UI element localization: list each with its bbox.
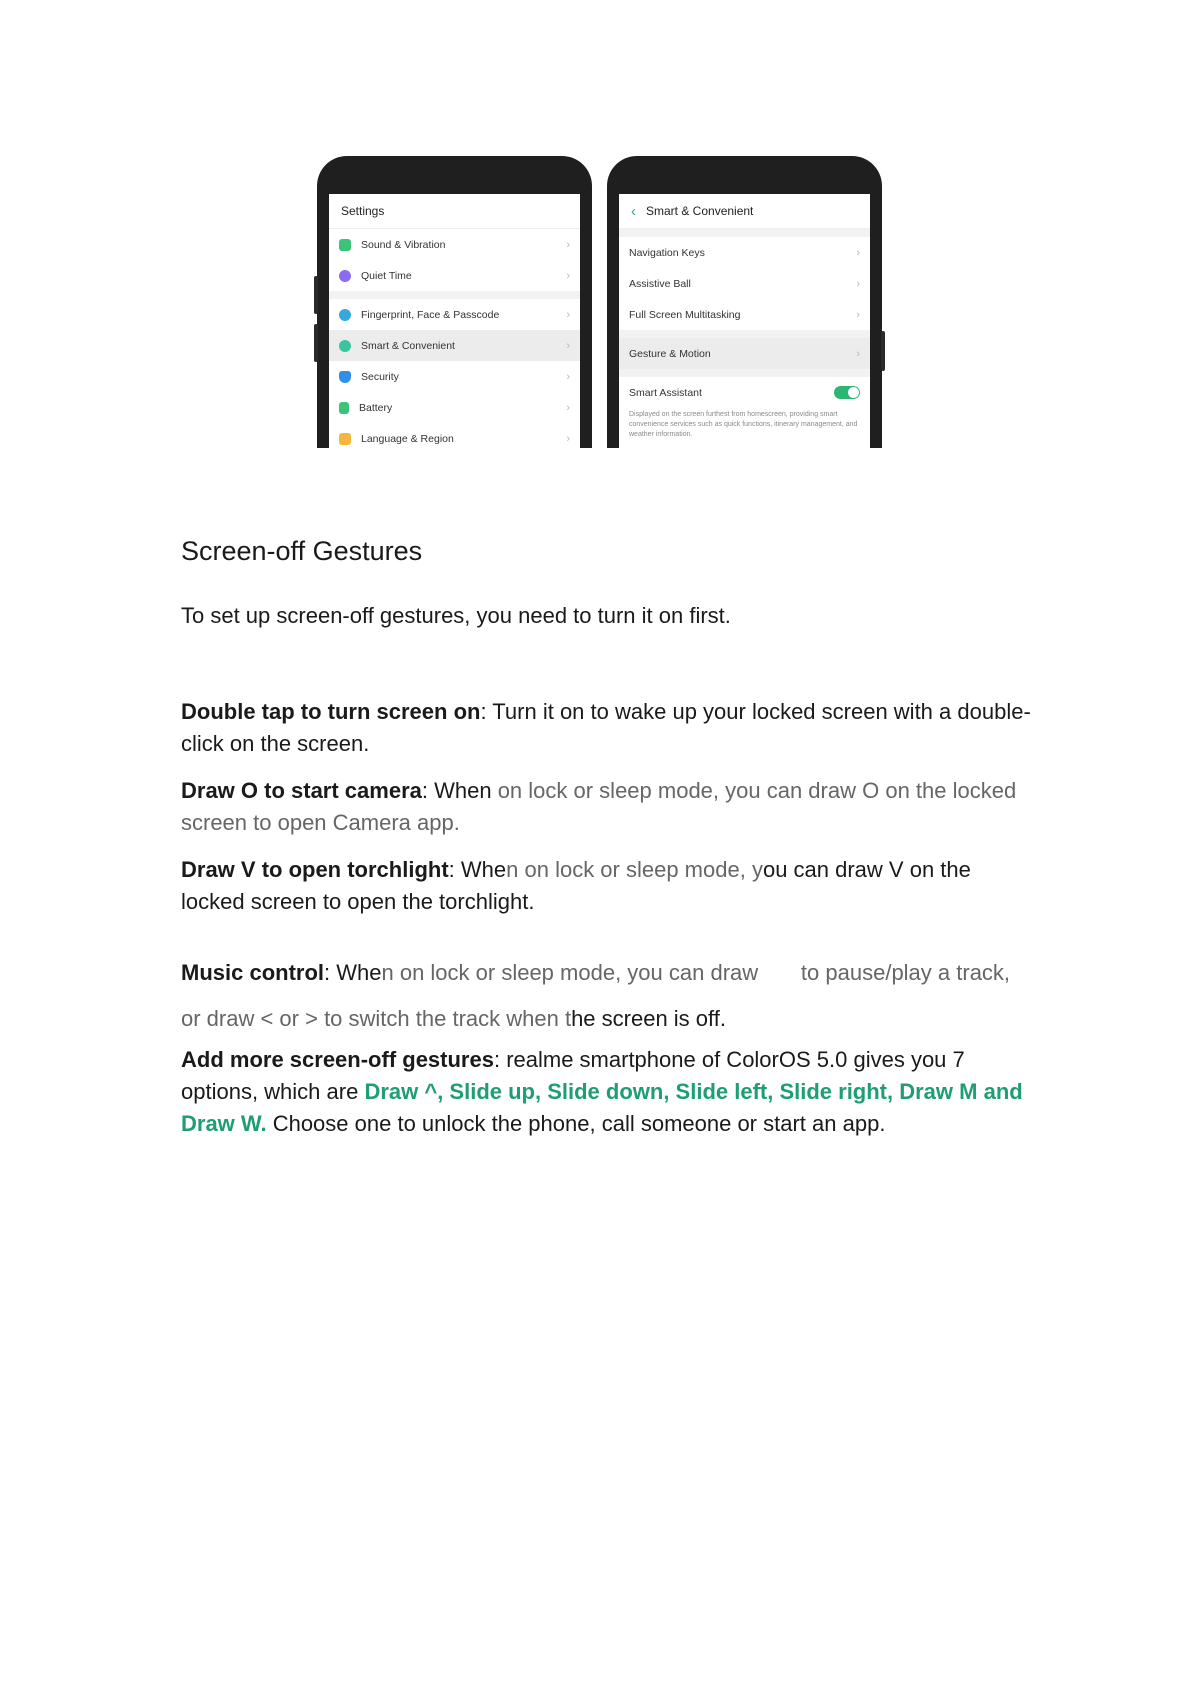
language-icon [339,433,351,445]
draw-o-text-a: : When [421,778,498,803]
add-gestures-paragraph [181,1044,1031,1140]
double-tap-title: Double tap to turn screen on [181,699,481,724]
chevron-right-icon: › [566,238,570,251]
chevron-right-icon: › [566,401,570,414]
settings-item-quiet-time[interactable]: Quiet Time › [329,260,580,291]
music-text-c: or draw < or > to switch the track when t [181,1006,572,1031]
section-heading: Screen-off Gestures [181,536,423,566]
chevron-right-icon: › [856,246,860,259]
settings-item-sound[interactable]: Sound & Vibration › [329,229,580,260]
smart-convenient-header [619,194,870,229]
settings-title: Settings [329,194,580,229]
music-control-title: Music control [181,960,325,985]
back-arrow-icon[interactable]: ‹ [631,202,636,220]
section-divider [619,330,870,338]
settings-item-smart-convenient[interactable]: Smart & Convenient › [329,330,580,361]
settings-screen [329,194,580,448]
chevron-right-icon: › [856,347,860,360]
chevron-right-icon: › [566,432,570,445]
section-divider [329,291,580,299]
volume-button [314,324,318,362]
gesture-motion-item[interactable]: Gesture & Motion › [619,338,870,369]
music-text-a: : Whe [324,960,382,985]
draw-v-paragraph [181,854,1031,918]
smart-assistant-description: Displayed on the screen furthest from homescreen, providing smart convenience services such as quick functions, itinerary management, and weather information. [629,411,858,438]
draw-v-title: Draw V to open torchlight [181,857,449,882]
full-screen-multitasking-item[interactable]: Full Screen Multitasking › [629,308,860,321]
smart-convenient-screen [619,194,870,448]
assistive-ball-item[interactable]: Assistive Ball › [629,277,860,290]
battery-icon [339,402,349,414]
moon-icon [339,270,351,282]
chevron-right-icon: › [566,339,570,352]
sound-icon [339,239,351,251]
intro-paragraph: To set up screen-off gestures, you need to turn it on first. [181,603,731,628]
navigation-keys-item[interactable]: Navigation Keys › [629,246,860,259]
volume-button [314,276,318,314]
draw-o-text-b: on lock or sleep mode, you can draw O on the locked screen to open Camera app. [181,778,1017,835]
smart-assistant-toggle[interactable] [834,386,860,399]
fingerprint-icon [339,309,351,321]
chevron-right-icon: › [566,308,570,321]
music-control-paragraph [181,950,1031,1042]
chevron-right-icon: › [566,269,570,282]
smart-icon [339,340,351,352]
section-divider [619,229,870,237]
add-gestures-title: Add more screen-off gestures [181,1047,494,1072]
smart-convenient-title: Smart & Convenient [646,204,754,218]
chevron-right-icon: › [566,370,570,383]
music-text-b: n on lock or sleep mode, you can draw to pause/play a track, [381,960,1011,985]
double-tap-text: : Turn it on to wake up your locked screen with a double-click on the screen. [181,699,1031,756]
settings-phone-mockup [317,156,592,448]
shield-icon [339,371,351,383]
add-text-a: : realme smartphone of ColorOS 5.0 gives you 7 options, which are [181,1047,965,1104]
music-text-d: he screen is off. [571,1006,726,1031]
settings-item-battery[interactable]: Battery › [329,392,580,423]
draw-v-text-a: : Whe [448,857,507,882]
chevron-right-icon: › [856,277,860,290]
draw-o-paragraph [181,775,1031,839]
draw-v-text-b: n on lock or sleep mode, y [506,857,763,882]
draw-o-title: Draw O to start camera [181,778,422,803]
power-button [881,331,885,371]
settings-item-security[interactable]: Security › [329,361,580,392]
double-tap-paragraph [181,696,1031,760]
draw-v-text-c: ou can draw V on the locked screen to open the torchlight. [181,857,971,914]
section-divider [619,369,870,377]
settings-item-fingerprint[interactable]: Fingerprint, Face & Passcode › [329,299,580,330]
add-text-b: Choose one to unlock the phone, call someone or start an app. [266,1111,886,1136]
gesture-options: Draw ^, Slide up, Slide down, Slide left, Slide right, Draw M and Draw W. [181,1079,1023,1136]
smart-assistant-item: Smart Assistant [619,377,870,408]
smart-convenient-phone-mockup [607,156,882,448]
chevron-right-icon: › [856,308,860,321]
settings-item-language[interactable]: Language & Region › [329,423,580,448]
